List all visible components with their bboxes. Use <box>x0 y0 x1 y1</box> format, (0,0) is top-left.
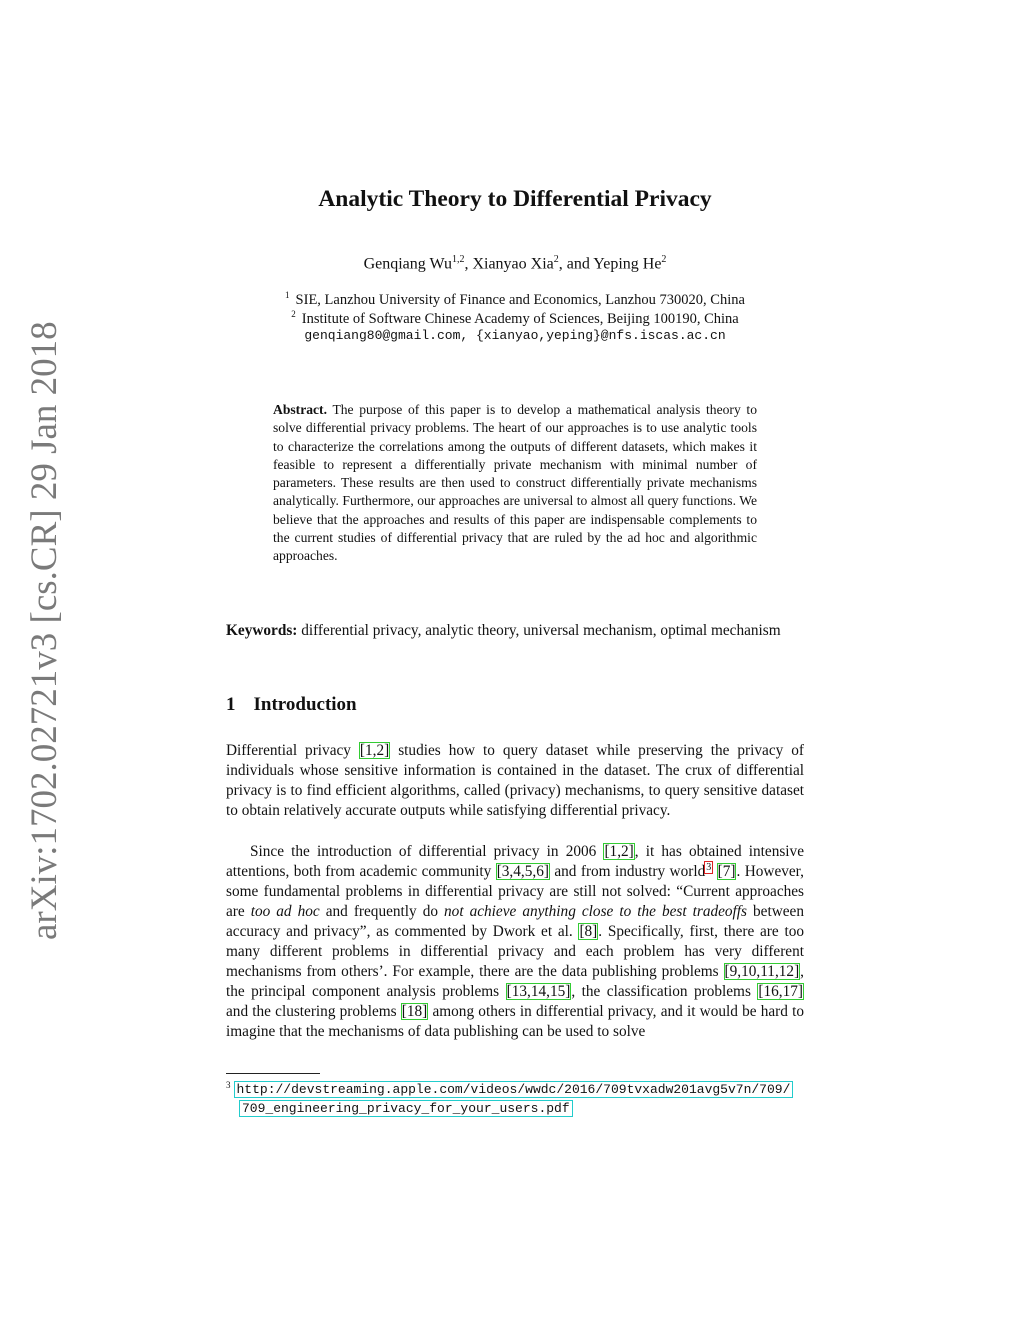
text-run: Since the introduction of differential privacy in 2006 <box>250 843 604 860</box>
author-emails: genqiang80@gmail.com, {xianyao,yeping}@nfs.iscas.ac.cn <box>304 328 726 343</box>
emphasis-text: too ad hoc <box>250 903 320 920</box>
paper-title: Analytic Theory to Differential Privacy <box>318 186 712 212</box>
intro-paragraph-1 <box>226 741 804 821</box>
section-heading <box>226 694 357 716</box>
section-title: Introduction <box>253 694 357 715</box>
text-run <box>712 863 716 880</box>
citation-link[interactable]: [18] <box>401 1003 428 1020</box>
footnote-url-link-cont[interactable]: 709_engineering_privacy_for_your_users.pdf <box>242 1101 570 1117</box>
keywords <box>226 621 804 641</box>
footnote-url-link[interactable]: http://devstreaming.apple.com/videos/wwdc/2016/709tvxadw201avg5v7n/709/ <box>236 1082 791 1098</box>
text-run: among others in differential privacy, and it would be hard to imagine that the mechanisms of data publishing can be used to solve <box>226 1003 804 1040</box>
author-affil-mark: 1,2 <box>451 254 465 265</box>
text-run: and from industry world <box>549 863 706 880</box>
affiliation-text: SIE, Lanzhou University of Finance and Economics, Lanzhou 730020, China <box>295 291 745 308</box>
text-run: , the classification problems <box>571 983 758 1000</box>
affiliation-1 <box>0 290 1024 309</box>
keywords-text: differential privacy, analytic theory, universal mechanism, optimal mechanism <box>301 622 781 639</box>
keywords-label: Keywords: <box>226 622 298 639</box>
citation-link[interactable]: [3,4,5,6] <box>496 863 549 880</box>
text-run: , the principal component analysis problems <box>226 963 804 1000</box>
affiliation-mark: 2 <box>291 309 296 319</box>
text-run: Differential privacy <box>226 742 359 759</box>
author-name: , Xianyao Xia <box>464 255 554 273</box>
author-affil-mark: 2 <box>553 254 559 265</box>
section-number: 1 <box>226 694 236 715</box>
text-run: and frequently do <box>319 903 445 920</box>
footnote-ref-link[interactable]: 3 <box>706 861 712 873</box>
affiliation-mark: 1 <box>285 290 290 300</box>
text-run: studies how to query dataset while preserving the privacy of individuals whose sensitive information is contained in the dataset. The crux of differential privacy is to find efficient algorithms, called (privacy) mechanisms, to query sensitive dataset to obtain relatively accurate outputs while satisfying differential privacy. <box>226 742 804 819</box>
citation-link[interactable]: [7] <box>717 863 736 880</box>
author-list <box>0 254 1024 273</box>
text-run: between accuracy and privacy”, as commented by Dwork et al. <box>226 903 804 940</box>
abstract <box>273 401 757 566</box>
abstract-text: The purpose of this paper is to develop a mathematical analysis theory to solve differential privacy problems. The heart of our approaches is to use analytic tools to characterize the correlations among the outputs of different datasets, which makes it feasible to represent a differentially private mechanism with minimal number of parameters. These results are then used to construct differentially private mechanisms analytically. Furthermore, our approaches are universal to almost all query functions. We believe that the approaches and results of this paper are indispensable complements to the current studies of differential privacy that are ruled by the ad hoc and algorithmic approaches. <box>273 402 757 564</box>
footnote-divider <box>226 1073 320 1074</box>
citation-link[interactable]: [1,2] <box>359 742 390 759</box>
intro-paragraph-2 <box>226 842 804 1042</box>
text-run: , it has obtained intensive attentions, both from academic community <box>226 843 804 880</box>
author-name: , and Yeping He <box>558 255 662 273</box>
text-run: . However, some fundamental problems in differential privacy are still not solved: “Current approaches are <box>226 863 804 920</box>
affiliation-2 <box>0 309 1024 328</box>
author-name: Genqiang Wu <box>363 255 452 273</box>
emphasis-text: not achieve anything close to the best tradeoffs <box>444 903 748 920</box>
footnote <box>226 1076 816 1118</box>
text-run: and the clustering problems <box>226 1003 401 1020</box>
citation-link[interactable]: [8] <box>579 923 598 940</box>
footnote-mark: 3 <box>226 1080 231 1090</box>
citation-link[interactable]: [9,10,11,12] <box>724 963 800 980</box>
citation-link[interactable]: [16,17] <box>758 983 803 1000</box>
citation-link[interactable]: [1,2] <box>604 843 634 860</box>
arxiv-identifier: arXiv:1702.02721v3 [cs.CR] 29 Jan 2018 <box>24 321 65 940</box>
text-run: . Specifically, first, there are too many different problems in differential privacy and each problem has very different mechanisms from others’. For example, there are the data publishing problems <box>226 923 804 980</box>
author-affil-mark: 2 <box>661 254 667 265</box>
abstract-label: Abstract. <box>273 402 327 417</box>
citation-link[interactable]: [13,14,15] <box>506 983 571 1000</box>
affiliation-text: Institute of Software Chinese Academy of Sciences, Beijing 100190, China <box>301 310 739 327</box>
